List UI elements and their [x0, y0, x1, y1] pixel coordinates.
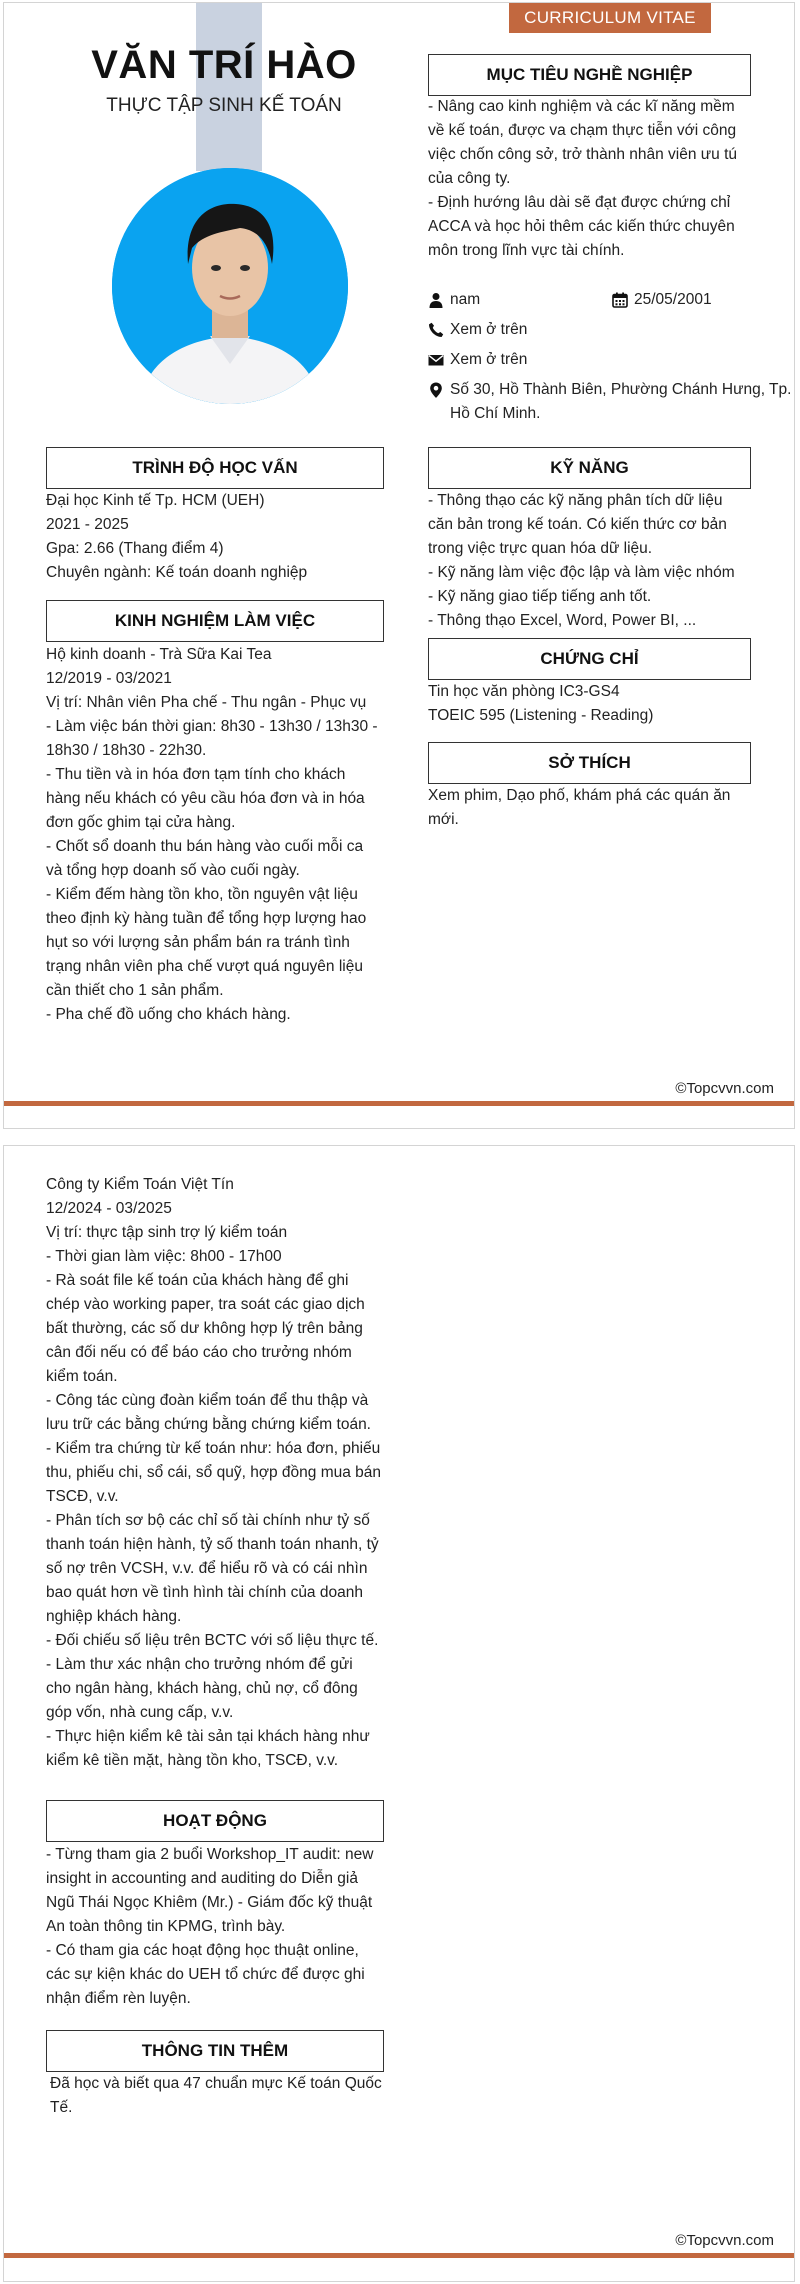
address-line: Hồ Chí Minh. — [450, 405, 541, 422]
experience-line: bất thường, các số dư không hợp lý trên bảng — [46, 1320, 363, 1337]
activity-line: - Từng tham gia 2 buổi Workshop_IT audit: new — [46, 1846, 374, 1863]
career-goal-line: - Định hướng lâu dài sẽ đạt được chứng chỉ — [428, 194, 731, 211]
experience-line: - Kiểm tra chứng từ kế toán như: hóa đơn, phiếu — [46, 1440, 381, 1457]
experience-header: KINH NGHIỆM LÀM VIỆC — [46, 600, 384, 642]
experience-line: - Thời gian làm việc: 8h00 - 17h00 — [46, 1248, 282, 1265]
experience-line: đơn gốc ghim tại cửa hàng. — [46, 814, 236, 831]
extra-info-text — [50, 2072, 390, 2120]
phone-value: Xem ở trên — [450, 321, 528, 338]
experience-line: - Chốt sổ doanh thu bán hàng vào cuối mỗi ca — [46, 838, 364, 855]
skills-line: trong việc trực quan hóa dữ liệu. — [428, 540, 653, 557]
experience-line: chép vào working paper, tra soát các giao dịch — [46, 1296, 365, 1313]
experience-line: nghiệp khách hàng. — [46, 1608, 182, 1625]
experience-line: 12/2019 - 03/2021 — [46, 670, 172, 687]
activity-line: nhận điểm rèn luyện. — [46, 1990, 191, 2007]
education-header: TRÌNH ĐỘ HỌC VẤN — [46, 447, 384, 489]
experience-job2-text — [46, 1173, 388, 1773]
experience-line: - Làm thư xác nhận cho trưởng nhóm để gửi — [46, 1656, 353, 1673]
career-goal-header: MỤC TIÊU NGHỀ NGHIỆP — [428, 54, 751, 96]
experience-job1-text — [46, 643, 386, 1027]
experience-line: - Làm việc bán thời gian: 8h30 - 13h30 / 13h30 - — [46, 718, 378, 735]
gender-value: nam — [450, 291, 481, 308]
experience-line: cần thiết cho 1 sản phẩm. — [46, 982, 224, 999]
certificates-header: CHỨNG CHỈ — [428, 638, 751, 680]
experience-line: kiểm kê tiền mặt, hàng tồn kho, TSCĐ, v.v. — [46, 1752, 339, 1769]
experience-line: thu, phiếu chi, sổ cái, sổ quỹ, hợp đồng mua bán — [46, 1464, 382, 1481]
experience-line: Công ty Kiểm Toán Việt Tín — [46, 1176, 234, 1193]
skills-line: - Kỹ năng giao tiếp tiếng anh tốt. — [428, 588, 652, 605]
footer-credit: ©Topcvvn.com — [675, 2232, 774, 2249]
activities-header: HOẠT ĐỘNG — [46, 1800, 384, 1842]
cv-page-2 — [3, 1145, 795, 2282]
experience-line: Hộ kinh doanh - Trà Sữa Kai Tea — [46, 646, 272, 663]
address-line: Số 30, Hồ Thành Biên, Phường Chánh Hưng, Tp. — [450, 381, 792, 398]
extra-info-line: Đã học và biết qua 47 chuẩn mực Kế toán Quốc — [50, 2075, 382, 2092]
education-line: 2021 - 2025 — [46, 516, 129, 533]
experience-line: và tổng hợp doanh số vào cuối ngày. — [46, 862, 300, 879]
phone-row — [428, 318, 728, 342]
avatar-photo-icon — [112, 168, 348, 404]
curriculum-vitae-tag: CURRICULUM VITAE — [509, 3, 711, 33]
experience-line: lưu trữ các bằng chứng bằng chứng kiểm toán. — [46, 1416, 371, 1433]
candidate-name: VĂN TRÍ HÀO — [91, 43, 357, 87]
activity-line: - Có tham gia các hoạt động học thuật online, — [46, 1942, 359, 1959]
career-goal-line: việc chốn công sở, trở thành nhân viên ưu tú — [428, 146, 738, 163]
gender-row — [428, 288, 588, 312]
hobbies-header: SỞ THÍCH — [428, 742, 751, 784]
calendar-icon — [612, 292, 628, 308]
address-row — [428, 378, 792, 426]
experience-line: thanh toán hiện hành, tỷ số thanh toán nhanh, tỷ — [46, 1536, 379, 1553]
career-goal-text — [428, 95, 744, 263]
experience-line: theo định kỳ hàng tuần để tổng hợp lượng hao — [46, 910, 367, 927]
experience-line: hụt so với lượng sản phẩm bán ra tránh tình — [46, 934, 350, 951]
skills-line: - Thông thạo các kỹ năng phân tích dữ liệu — [428, 492, 723, 509]
hobby-line: mới. — [428, 811, 459, 828]
experience-line: cân đối nếu có để báo cáo cho trưởng nhóm — [46, 1344, 352, 1361]
experience-line: bao quát hơn về tình hình tài chính của doanh — [46, 1584, 363, 1601]
experience-line: - Pha chế đồ uống cho khách hàng. — [46, 1006, 291, 1023]
career-goal-line: - Nâng cao kinh nghiệm và các kĩ năng mềm — [428, 98, 735, 115]
career-goal-line: của công ty. — [428, 170, 511, 187]
skills-text — [428, 489, 748, 633]
experience-line: - Đối chiếu số liệu trên BCTC với số liệu thực tế. — [46, 1632, 379, 1649]
experience-line: kiểm toán. — [46, 1368, 118, 1385]
activity-line: Ngũ Thái Ngọc Khiêm (Mr.) - Giám đốc kỹ thuật — [46, 1894, 373, 1911]
education-line: Gpa: 2.66 (Thang điểm 4) — [46, 540, 224, 557]
email-value: Xem ở trên — [450, 351, 528, 368]
experience-line: - Kiểm đếm hàng tồn kho, tồn nguyên vật liệu — [46, 886, 358, 903]
email-row — [428, 348, 728, 372]
experience-line: hàng nếu khách có yêu cầu hóa đơn và in hóa — [46, 790, 365, 807]
experience-line: cho ngân hàng, khách hàng, chủ nợ, cổ đông — [46, 1680, 358, 1697]
cv-page-1 — [3, 2, 795, 1129]
activities-text — [46, 1843, 388, 2011]
experience-line: 12/2024 - 03/2025 — [46, 1200, 172, 1217]
avatar — [112, 168, 348, 404]
experience-line: TSCĐ, v.v. — [46, 1488, 119, 1505]
certificate-line: Tin học văn phòng IC3-GS4 — [428, 683, 620, 700]
experience-line: Vị trí: Nhân viên Pha chế - Thu ngân - Phục vụ — [46, 694, 367, 711]
extra-info-line: Tế. — [50, 2099, 73, 2116]
birthday-row — [612, 288, 742, 312]
birthday-value: 25/05/2001 — [634, 291, 712, 308]
education-text — [46, 489, 386, 585]
skills-header: KỸ NĂNG — [428, 447, 751, 489]
experience-line: trạng nhân viên pha chế vượt quá nguyên liệu — [46, 958, 363, 975]
experience-line: số nợ trên VCSH, v.v. để hiểu rõ và có cái nhìn — [46, 1560, 368, 1577]
skills-line: - Kỹ năng làm việc độc lập và làm việc nhóm — [428, 564, 735, 581]
experience-line: - Thực hiện kiểm kê tài sản tại khách hàng như — [46, 1728, 370, 1745]
activity-line: An toàn thông tin KPMG, trình bày. — [46, 1918, 286, 1935]
career-goal-line: ACCA và học hỏi thêm các kiến thức chuyên — [428, 218, 735, 235]
footer-line — [4, 2253, 794, 2258]
hobbies-text — [428, 784, 748, 832]
education-line: Chuyên ngành: Kế toán doanh nghiệp — [46, 564, 308, 581]
experience-line: góp vốn, nhà cung cấp, v.v. — [46, 1704, 234, 1721]
skills-line: căn bản trong kế toán. Có kiến thức cơ bản — [428, 516, 727, 533]
location-pin-icon — [428, 382, 444, 398]
footer-credit: ©Topcvvn.com — [675, 1080, 774, 1097]
activity-line: insight in accounting and auditing do Diễn giả — [46, 1870, 358, 1887]
experience-line: - Công tác cùng đoàn kiểm toán để thu thập và — [46, 1392, 369, 1409]
extra-info-header: THÔNG TIN THÊM — [46, 2030, 384, 2072]
skills-line: - Thông thạo Excel, Word, Power BI, ... — [428, 612, 697, 629]
hobby-line: Xem phim, Dạo phố, khám phá các quán ăn — [428, 787, 731, 804]
phone-icon — [428, 322, 444, 338]
activity-line: các sự kiện khác do UEH tổ chức để được ghi — [46, 1966, 365, 1983]
certificate-line: TOEIC 595 (Listening - Reading) — [428, 707, 654, 724]
career-goal-line: về kế toán, được va chạm thực tiễn với công — [428, 122, 737, 139]
experience-line: 18h30 / 18h30 - 22h30. — [46, 742, 207, 759]
footer-line — [4, 1101, 794, 1106]
career-goal-line: môn trong lĩnh vực tài chính. — [428, 242, 625, 259]
person-icon — [428, 292, 444, 308]
education-line: Đại học Kinh tế Tp. HCM (UEH) — [46, 492, 265, 509]
experience-line: Vị trí: thực tập sinh trợ lý kiểm toán — [46, 1224, 288, 1241]
experience-line: - Phân tích sơ bộ các chỉ số tài chính như tỷ số — [46, 1512, 370, 1529]
envelope-icon — [428, 352, 444, 368]
candidate-job-title: THỰC TẬP SINH KẾ TOÁN — [106, 95, 342, 116]
certificates-text — [428, 680, 748, 728]
experience-line: - Rà soát file kế toán của khách hàng để ghi — [46, 1272, 349, 1289]
experience-line: - Thu tiền và in hóa đơn tạm tính cho khách — [46, 766, 346, 783]
